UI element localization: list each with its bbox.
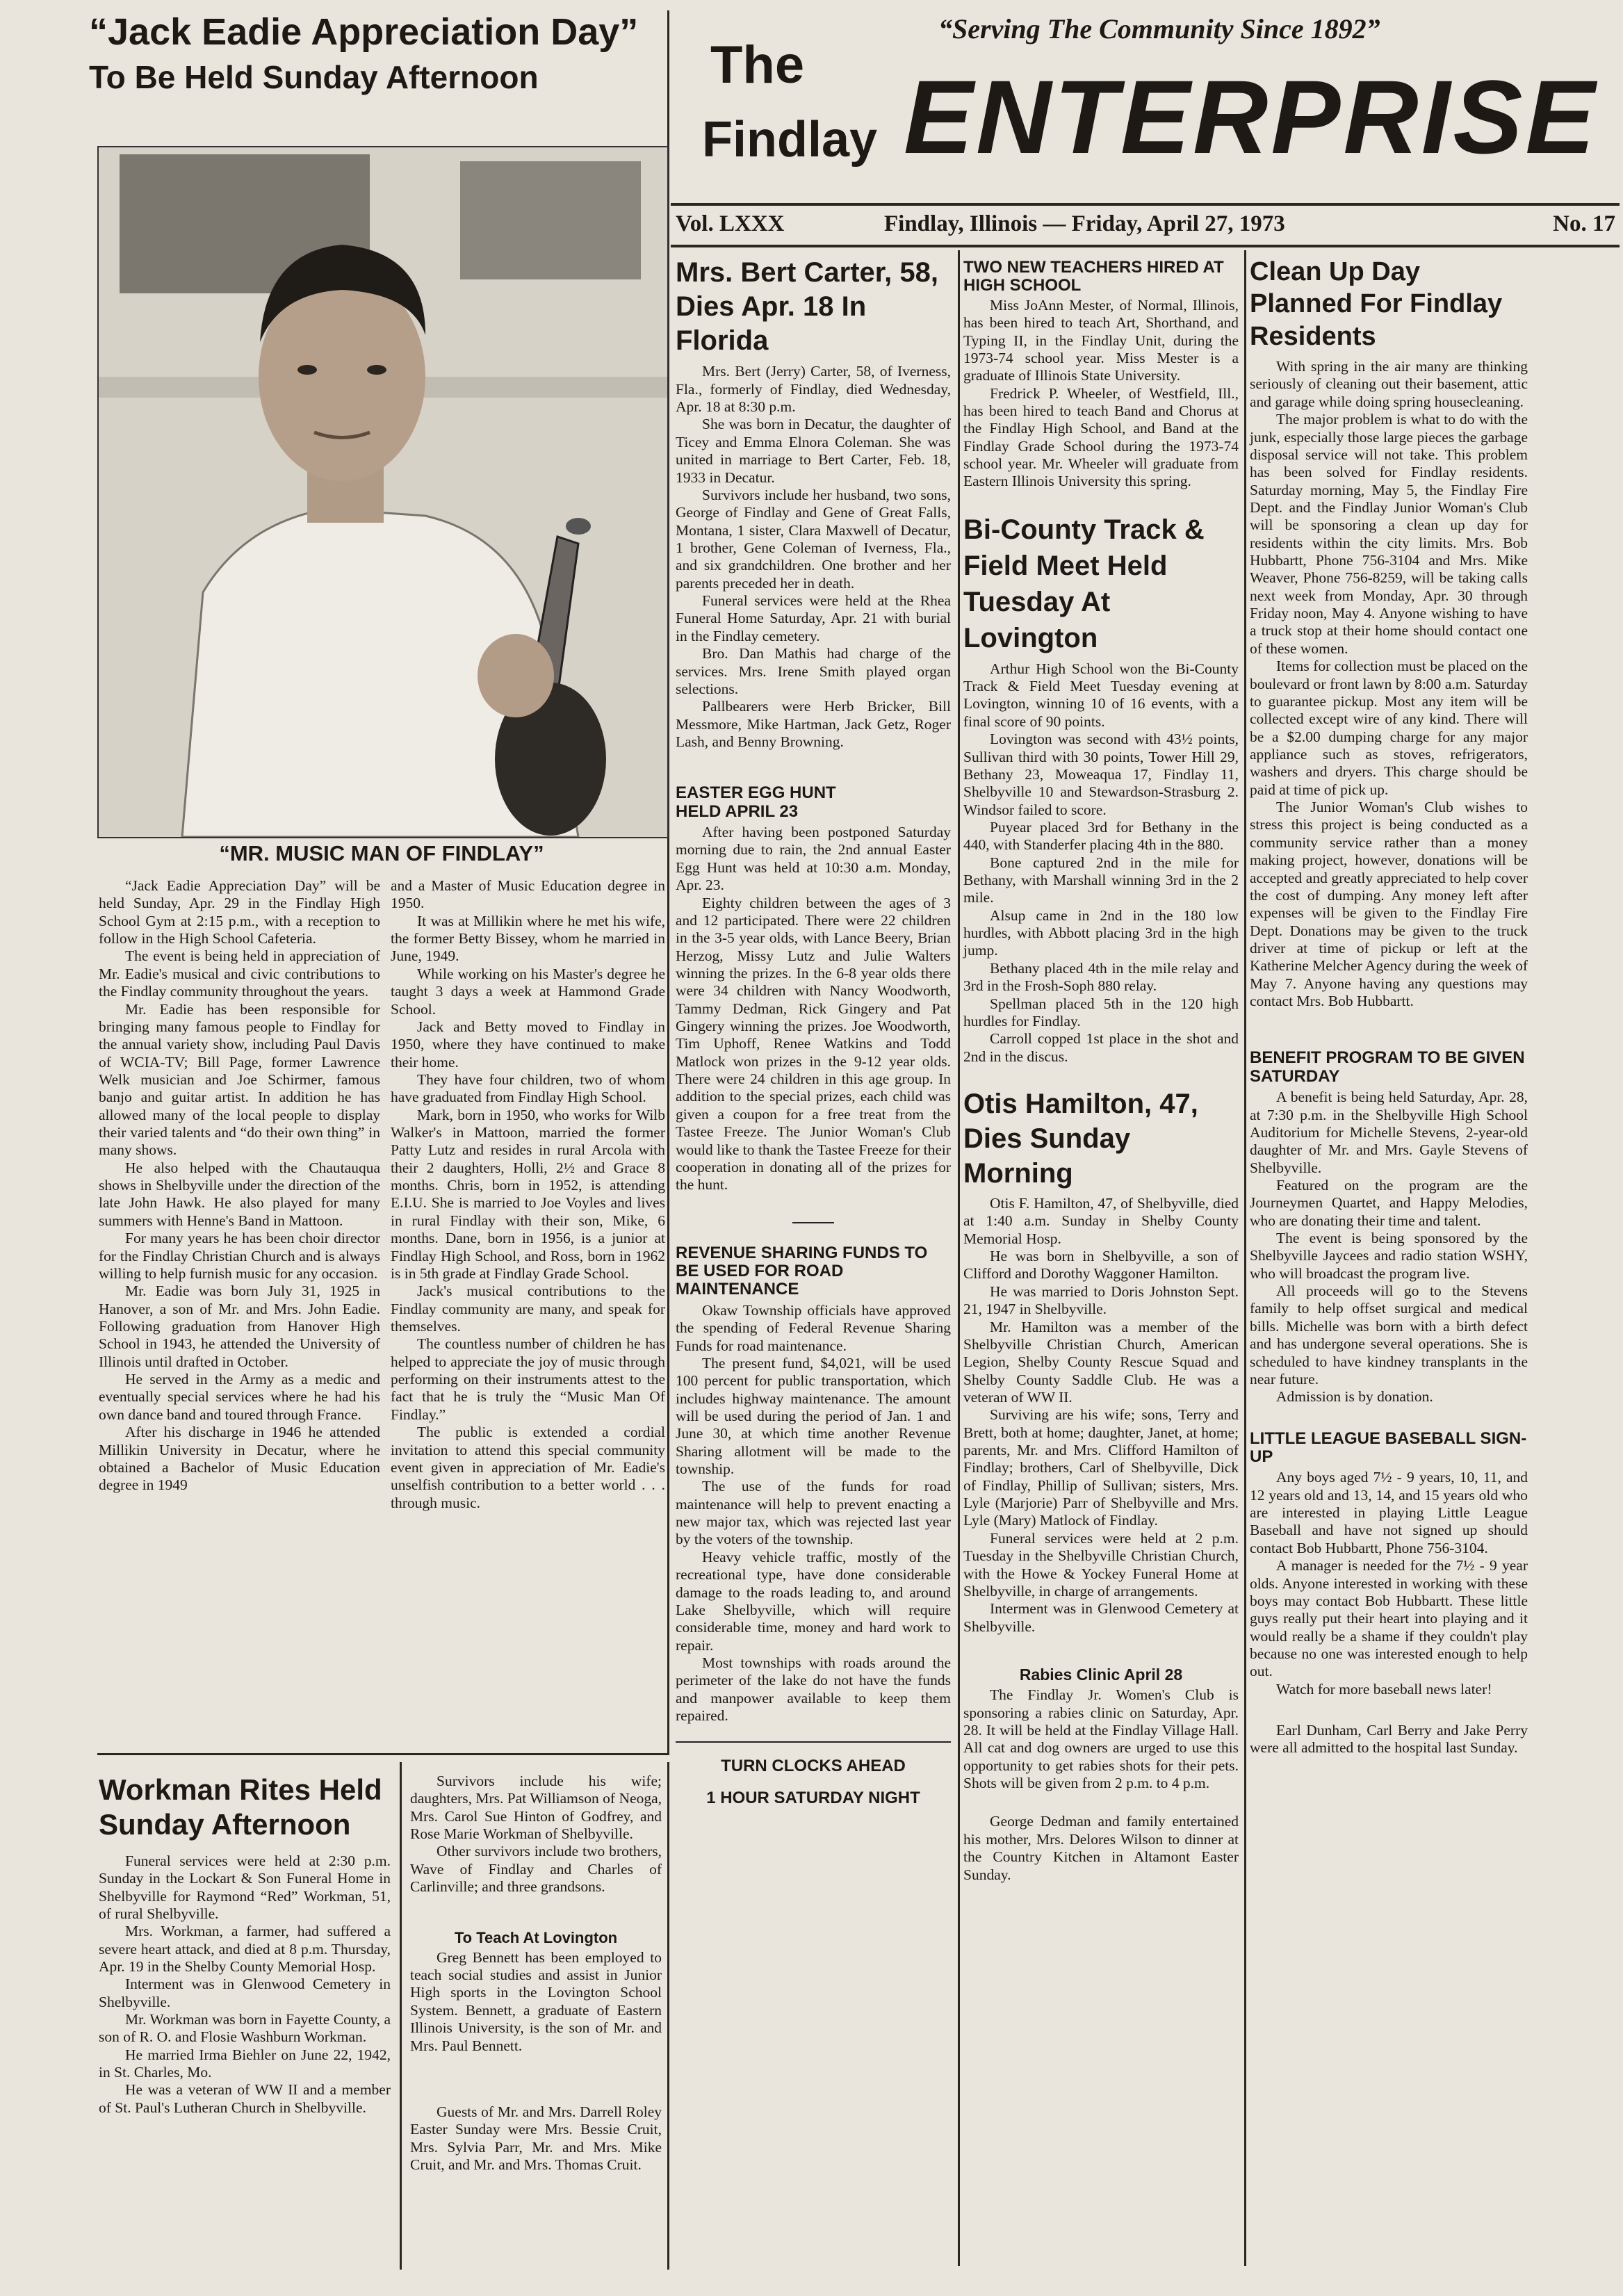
rabies-body — [963, 1686, 1239, 1792]
hamilton-paragraph: Mr. Hamilton was a member of the Shelbyville Christian Church, American Legion, Shelby County Rescue Squad and Shelby County Saddle Club. He was a veteran of WW II. — [963, 1318, 1239, 1406]
easter-paragraph: After having been postponed Saturday morning due to rain, the 2nd annual Easter Egg Hunt was held at 10:30 a.m. Monday, Apr. 23. — [676, 824, 951, 894]
cleanup-paragraph: The Junior Woman's Club wishes to stress this project is being conducted as a community service rather than a money making project, however, donations will be accepted and greatly appreciated to help cover the cost of dumping. Any money left after expenses will be given to the Findlay Fire Dept. Donations may be given to the truck driver at time of pickup or left at the Katherine Melcher Agency during the week of May 7. Anyone having any questions may contact Mrs. Bob Hubbartt. — [1250, 799, 1528, 1010]
dunham-paragraph: Earl Dunham, Carl Berry and Jake Perry were all admitted to the hospital last Sunday. — [1250, 1722, 1528, 1757]
eadie-paragraph: Mr. Eadie was born July 31, 1925 in Hanover, a son of Mr. and Mrs. John Eadie. Following graduation from Hanover High School in 1943, he attended the University of Illinois until drafted in October. — [99, 1283, 380, 1370]
track-paragraph: Carroll copped 1st place in the shot and 2nd in the discus. — [963, 1030, 1239, 1065]
workman-paragraph: Mr. Workman was born in Fayette County, a son of R. O. and Flosie Washburn Workman. — [99, 2011, 391, 2046]
dunham-item — [1250, 1722, 1528, 1757]
easter-paragraph: Eighty children between the ages of 3 and 12 participated. There were 22 children in the 3-5 year olds, with Lance Beery, Brian Herzog, Missy Lutz and Julie Walters winning the prizes. In the 6-8 year olds there were 34 children with Nancy Woodworth, Tammy Dedman, Rick Gingery and Pat Gingery winning the prizes. Joe Woodworth, Tim Uphoff, Renee Watkins and Todd Matlock won prizes in the 9-12 year olds. There were 24 children in this age group. In addition to the special prizes, each child was given a coupon for a free treat from the Tastee Freeze. The Junior Woman's Club would like to thank the Tastee Freeze for their cooperation in donating all of the prizes for the hunt. — [676, 894, 951, 1194]
eadie-paragraph: Jack and Betty moved to Findlay in 1950, where they have continued to make their home. — [391, 1018, 665, 1070]
workman-headline: Workman Rites Held Sunday Afternoon — [99, 1773, 382, 1841]
league-paragraph: Any boys aged 7½ - 9 years, 10, 11, and 12 years old and 13, 14, and 15 years old who are interested in playing Little League Baseball and have not signed up should contact Bob Hubbartt, Phone 756-3104. — [1250, 1469, 1528, 1556]
eadie-headline-1: “Jack Eadie Appreciation Day” — [89, 11, 639, 53]
eadie-paragraph: It was at Millikin where he met his wife, the former Betty Bissey, whom he married in June, 1949. — [391, 912, 665, 965]
carter-paragraph: She was born in Decatur, the daughter of Ticey and Emma Elnora Coleman. She was united in marriage to Bert Carter, Feb. 18, 1933 in Decatur. — [676, 416, 951, 486]
cleanup-paragraph: Items for collection must be placed on the boulevard or front lawn by 8:00 a.m. Saturday to guarantee pickup. Most any item will be collected except wire of any kind. There will be a $2.00 dumping charge for any major appliance such as stoves, refrigerators, washers and dryers. This charge should be paid at time of pick up. — [1250, 658, 1528, 798]
section-divider — [792, 1222, 834, 1223]
hamilton-paragraph: He was married to Doris Johnston Sept. 21, 1947 in Shelbyville. — [963, 1283, 1239, 1318]
workman-paragraph: Interment was in Glenwood Cemetery in Shelbyville. — [99, 1976, 391, 2010]
cleanup-paragraph: The major problem is what to do with the junk, especially those large pieces the garbage disposal service will not take. This problem has been solved for Findlay residents. Saturday morning, May 5, the Findlay Fire Dept. and the Findlay Junior Woman's Club will be sponsoring a clean up day for residents within the city limits. Mrs. Bob Hubbartt, Phone 756-3104 and Mrs. Mike Weaver, Phone 756-8259, will be taking calls next week from Monday, Apr. 30 through Friday noon, May 4. Anyone wishing to have a truck stop at their home should contact one of these women. — [1250, 411, 1528, 657]
workman-paragraph: Other survivors include two brothers, Wave of Findlay and Charles of Carlinville; and three grandsons. — [410, 1843, 662, 1896]
easter-headline: EASTER EGG HUNT HELD APRIL 23 — [676, 783, 836, 821]
revenue-paragraph: Okaw Township officials have approved the spending of Federal Revenue Sharing Funds for road maintenance. — [676, 1301, 951, 1354]
eadie-paragraph: For many years he has been choir director for the Findlay Christian Church and is always willing to help furnish music for any occasion. — [99, 1230, 380, 1282]
eadie-paragraph: Jack's musical contributions to the Findlay community are many, and speak for themselves. — [391, 1283, 665, 1335]
clocks-notice — [676, 1741, 951, 1808]
league-paragraph: Watch for more baseball news later! — [1276, 1680, 1492, 1697]
eadie-paragraph: The event is being held in appreciation of Mr. Eadie's musical and civic contributions to the Findlay community throughout the years. — [99, 947, 380, 1000]
benefit-paragraph: Featured on the program are the Journeymen Quartet, and Happy Melodies, who are donating their time and talent. — [1250, 1176, 1528, 1229]
eadie-paragraph: The countless number of children he has helped to appreciate the joy of music through performing on their instruments attest to the fact that he is truly the “Music Man Of Findlay.” — [391, 1335, 665, 1423]
bennett-paragraph: Greg Bennett has been employed to teach social studies and assist in Junior High sports in the Lovington School System. Bennett, a graduate of Eastern Illinois University, is the son of Mr. and Mrs. Paul Bennett. — [410, 1948, 662, 2054]
eadie-paragraph: He also helped with the Chautauqua shows in Shelbyville under the direction of the late John Hawk. He also played for many summers with Henne's Band in Mattoon. — [99, 1159, 380, 1229]
rabies-paragraph: The Findlay Jr. Women's Club is sponsoring a rabies clinic on Saturday, Apr. 28. It will be held at the Findlay Village Hall. All cat and dog owners are urged to use this opportunity to get rabies shots for their pets. Shots will be given from 2 p.m. to 4 p.m. — [963, 1686, 1239, 1792]
revenue-headline: REVENUE SHARING FUNDS TO BE USED FOR ROAD MAINTENANCE — [676, 1243, 928, 1299]
track-paragraph: Arthur High School won the Bi-County Track & Field Meet Tuesday evening at Lovington, winning 10 of 16 events, with a final score of 90 points. — [963, 660, 1239, 730]
dedman-item — [963, 1813, 1239, 1883]
workman-body — [99, 1853, 391, 2117]
hamilton-paragraph: Otis F. Hamilton, 47, of Shelbyville, died at 1:40 a.m. Sunday in Shelby County Memorial Hosp. — [963, 1195, 1239, 1247]
league-body — [1250, 1469, 1528, 1698]
masthead-title: ENTERPRISE — [904, 58, 1598, 175]
volume: Vol. LXXX — [676, 211, 785, 236]
carter-body — [676, 363, 951, 751]
eadie-headline-2: To Be Held Sunday Afternoon — [89, 59, 539, 96]
hamilton-paragraph: Interment was in Glenwood Cemetery at Shelbyville. — [963, 1600, 1239, 1635]
hamilton-headline: Otis Hamilton, 47, Dies Sunday Morning — [963, 1089, 1198, 1189]
workman-paragraph: Mrs. Workman, a farmer, had suffered a severe heart attack, and died at 8 p.m. Thursday, Apr. 19 in the Shelby County Memorial Hosp. — [99, 1923, 391, 1975]
benefit-paragraph: The event is being sponsored by the Shelbyville Jaycees and radio station WSHY, who will broadcast the program live. — [1250, 1230, 1528, 1282]
eadie-paragraph: “Jack Eadie Appreciation Day” will be held Sunday, Apr. 29 in the Findlay High School Gym at 2:15 p.m., with a reception to follow in the High School Cafeteria. — [99, 877, 380, 947]
revenue-paragraph: The present fund, $4,021, will be used 100 percent for public transportation, which includes highway maintenance. The amount will be used during the period of Jan. 1 and June 30, at which time another Revenue Sharing allotment will be made to the township. — [676, 1354, 951, 1478]
issue-number: No. 17 — [1553, 211, 1615, 236]
masthead-findlay: Findlay — [702, 112, 878, 168]
eadie-paragraph: Mr. Eadie has been responsible for bringing many famous people to Findlay for the annual variety show, including Paul Davis of WCIA-TV; Bill Page, former Lawrence Welk musician and Joe Schirmer, famous banjo and guitar artist. In addition he has allowed many of the local people to display their varied talents and “do their own thing” in many shows. — [99, 1000, 380, 1159]
carter-paragraph: Survivors include her husband, two sons, George of Findlay and Gene of Great Falls, Montana, 1 sister, Clara Maxwell of Decatur, 1 brother, Gene Coleman of Iverness, Fla., and six grandchildren. One brother and her parents preceded her in death. — [676, 486, 951, 592]
revenue-paragraph: The use of the funds for road maintenance will help to prevent enacting a new major tax, which was rejected last year by the voters of the township. — [676, 1478, 951, 1548]
eadie-paragraph: They have four children, two of whom have graduated from Findlay High School. — [391, 1070, 665, 1106]
eadie-caption: “MR. MUSIC MAN OF FINDLAY” — [219, 841, 544, 865]
eadie-paragraph: The public is extended a cordial invitation to attend this special community event given in appreciation of Mr. Eadie's unselfish contribution to a better world . . . through music. — [391, 1424, 665, 1511]
trumpet-player-illustration — [99, 147, 667, 837]
teachers-paragraph: Miss JoAnn Mester, of Normal, Illinois, has been hired to teach Art, Shorthand, and Typing II, in the Findlay Unit, during the 1973-74 school year. Miss Mester is a graduate of Illinois State University. — [963, 296, 1239, 384]
column-5 — [1250, 256, 1528, 1757]
hamilton-paragraph: Funeral services were held at 2 p.m. Tuesday in the Shelbyville Christian Church, with the Howe & Yockey Funeral Home at Shelbyville, in charge of arrangements. — [963, 1529, 1239, 1599]
workman-paragraph: He was a veteran of WW II and a member of St. Paul's Lutheran Church in Shelbyville. — [99, 2081, 391, 2116]
workman-column-2 — [410, 1773, 662, 2174]
column-4 — [963, 259, 1239, 1884]
carter-paragraph: Funeral services were held at the Rhea Funeral Home Saturday, Apr. 21 with burial in the Findlay cemetery. — [676, 592, 951, 644]
dedman-paragraph: George Dedman and family entertained his mother, Mrs. Delores Wilson to dinner at the Country Kitchen in Altamont Easter Sunday. — [963, 1813, 1239, 1883]
track-paragraph: Bone captured 2nd in the mile for Bethany, with Marshall winning 3rd in the 2 mile. — [963, 854, 1239, 906]
benefit-headline: BENEFIT PROGRAM TO BE GIVEN SATURDAY — [1250, 1048, 1525, 1086]
clocks-line-1: TURN CLOCKS AHEAD — [721, 1757, 906, 1776]
guests-paragraph: Guests of Mr. and Mrs. Darrell Roley Easter Sunday were Mrs. Bessie Cruit, Mrs. Sylvia Parr, Mr. and Mrs. Mike Cruit, and Mr. and Mrs. Thomas Cruit. — [410, 2103, 662, 2173]
track-paragraph: Lovington was second with 43½ points, Sullivan third with 30 points, Tower Hill 29, Bethany 23, Moweaqua 17, Findlay 11, Shelbyville 10 and Stewardson-Strasburg 2. Windsor failed to score. — [963, 731, 1239, 818]
teachers-headline: TWO NEW TEACHERS HIRED AT HIGH SCHOOL — [963, 258, 1224, 295]
carter-headline: Mrs. Bert Carter, 58, Dies Apr. 18 In Florida — [676, 257, 938, 356]
revenue-paragraph: Heavy vehicle traffic, mostly of the recreational type, have done considerable damage to the roads leading to, and around Lake Shelbyville, which will require considerable time, money and hard work to repair. — [676, 1548, 951, 1654]
track-paragraph: Alsup came in 2nd in the 180 low hurdles, with Abbott placing 3rd in the high jump. — [963, 906, 1239, 959]
carter-paragraph: Mrs. Bert (Jerry) Carter, 58, of Iverness, Fla., formerly of Findlay, died Wednesday, Apr. 18 at 8:30 p.m. — [676, 363, 951, 416]
workman-paragraph: He married Irma Biehler on June 22, 1942, in St. Charles, Mo. — [99, 2046, 391, 2081]
league-paragraph: A manager is needed for the 7½ - 9 year olds. Anyone interested in working with these boys may contact Bob Hubbartt. These little guys really put their heart into playing and it would really be a shame if they couldn't play because no one was interested enough to help out. — [1250, 1557, 1528, 1680]
benefit-body — [1250, 1089, 1528, 1406]
rabies-headline: Rabies Clinic April 28 — [1019, 1665, 1183, 1684]
track-paragraph: Spellman placed 5th in the 120 high hurdles for Findlay. — [963, 995, 1239, 1029]
league-headline: LITTLE LEAGUE BASEBALL SIGN-UP — [1250, 1428, 1527, 1467]
revenue-body — [676, 1302, 951, 1725]
benefit-paragraph: A benefit is being held Saturday, Apr. 28, at 7:30 p.m. in the Shelbyville High School Auditorium for Michelle Stevens, 2-year-old daughter of Mr. and Mrs. Gayle Stevens of Shelbyville. — [1250, 1089, 1528, 1176]
eadie-paragraph: Mark, born in 1950, who works for Wilb Walker's in Mattoon, married the former Patty Lutz and resides in rural Arcola with their 2 daughters, Holli, 2½ and Grace 8 months. Chris, born in 1952, is attending E.I.U. She is married to Joe Voyles and lives in rural Findlay with their son, Mike, 6 months. Dane, born in 1956, is a junior at Findlay High School, and Ross, born in 1962 is in 5th grade at Findlay Grade School. — [391, 1106, 665, 1282]
clocks-line-2: 1 HOUR SATURDAY NIGHT — [706, 1789, 920, 1808]
eadie-paragraph: and a Master of Music Education degree in 1950. — [391, 877, 665, 912]
hamilton-body — [963, 1195, 1239, 1636]
dateline: Findlay, Illinois — Friday, April 27, 1973 — [884, 211, 1285, 236]
carter-paragraph: Pallbearers were Herb Bricker, Bill Messmore, Mike Hartman, Jack Getz, Roger Lash, and Benny Browning. — [676, 698, 951, 750]
hamilton-paragraph: Surviving are his wife; sons, Terry and Brett, both at home; daughter, Janet, at home; parents, Mr. and Mrs. Clifford Hamilton of Findlay; brothers, Carl of Shelbyville, Dick of Findlay, Phillip of Sullivan; sisters, Mrs. Lyle (Marjorie) Parr of Shelbyville and Mrs. Lyle (Mary) Matlock of Findlay. — [963, 1406, 1239, 1529]
revenue-paragraph: Most townships with roads around the perimeter of the lake do not have the funds and manpower available to keep them repaired. — [676, 1654, 951, 1725]
eadie-column-1 — [99, 877, 380, 1495]
easter-body — [676, 824, 951, 1194]
masthead — [667, 7, 1620, 243]
track-body — [963, 660, 1239, 1066]
benefit-paragraph: All proceeds will go to the Stevens family to help offset surgical and medical bills. Michelle was born with a birth defect and has undergone several operations. She is scheduled to have kindney transplants in the near future. — [1250, 1283, 1528, 1387]
eadie-column-2 — [391, 877, 665, 1512]
eadie-article — [83, 10, 660, 96]
eadie-photo — [97, 146, 669, 838]
column-3 — [676, 256, 951, 1808]
masthead-the: The — [710, 35, 805, 95]
cleanup-headline: Clean Up Day Planned For Findlay Residents — [1250, 257, 1503, 351]
workman-paragraph: Funeral services were held at 2:30 p.m. Sunday in the Lockart & Son Funeral Home in Shelbyville for Raymond “Red” Workman, 51, of rural Shelbyville. — [99, 1852, 391, 1922]
eadie-paragraph: While working on his Master's degree he taught 3 days a week at Hammond Grade School. — [391, 965, 665, 1018]
carter-paragraph: Bro. Dan Mathis had charge of the services. Mrs. Irene Smith played organ selections. — [676, 645, 951, 697]
track-paragraph: Bethany placed 4th in the mile relay and 3rd in the Frosh-Soph 880 relay. — [963, 959, 1239, 995]
bennett-headline: To Teach At Lovington — [454, 1928, 618, 1946]
teachers-paragraph: Fredrick P. Wheeler, of Westfield, Ill., has been hired to teach Band and Chorus at the Findlay High School, and Band at the Findlay Grade School during the 1973-74 school year. Mr. Wheeler will graduate from Eastern Illinois University this spring. — [963, 384, 1239, 490]
dateline-bar — [676, 209, 1615, 242]
eadie-paragraph: He served in the Army as a medic and eventually special services where he had his own dance band and toured through France. — [99, 1371, 380, 1423]
cleanup-paragraph: With spring in the air many are thinking seriously of cleaning out their basement, attic and garage while doing spring housecleaning. — [1250, 358, 1528, 410]
eadie-paragraph: After his discharge in 1946 he attended Millikin University in Decatur, where he obtained a Bachelor of Music Education degree in 1949 — [99, 1424, 380, 1494]
hamilton-paragraph: He was born in Shelbyville, a son of Clifford and Dorothy Waggoner Hamilton. — [963, 1248, 1239, 1283]
workman-article — [99, 1773, 391, 2117]
workman-paragraph: Survivors include his wife; daughters, Mrs. Pat Williamson of Neoga, Mrs. Carol Sue Hinton of Godfrey, and Rose Marie Workman of Shelbyville. — [410, 1773, 662, 1843]
cleanup-body — [1250, 358, 1528, 1010]
masthead-motto: “Serving The Community Since 1892” — [938, 13, 1380, 44]
teachers-body — [963, 297, 1239, 491]
benefit-paragraph: Admission is by donation. — [1276, 1388, 1433, 1406]
track-headline: Bi-County Track & Field Meet Held Tuesday At Lovington — [963, 514, 1205, 653]
track-paragraph: Puyear placed 3rd for Bethany in the 440, with Standerfer placing 4th in the 880. — [963, 818, 1239, 854]
